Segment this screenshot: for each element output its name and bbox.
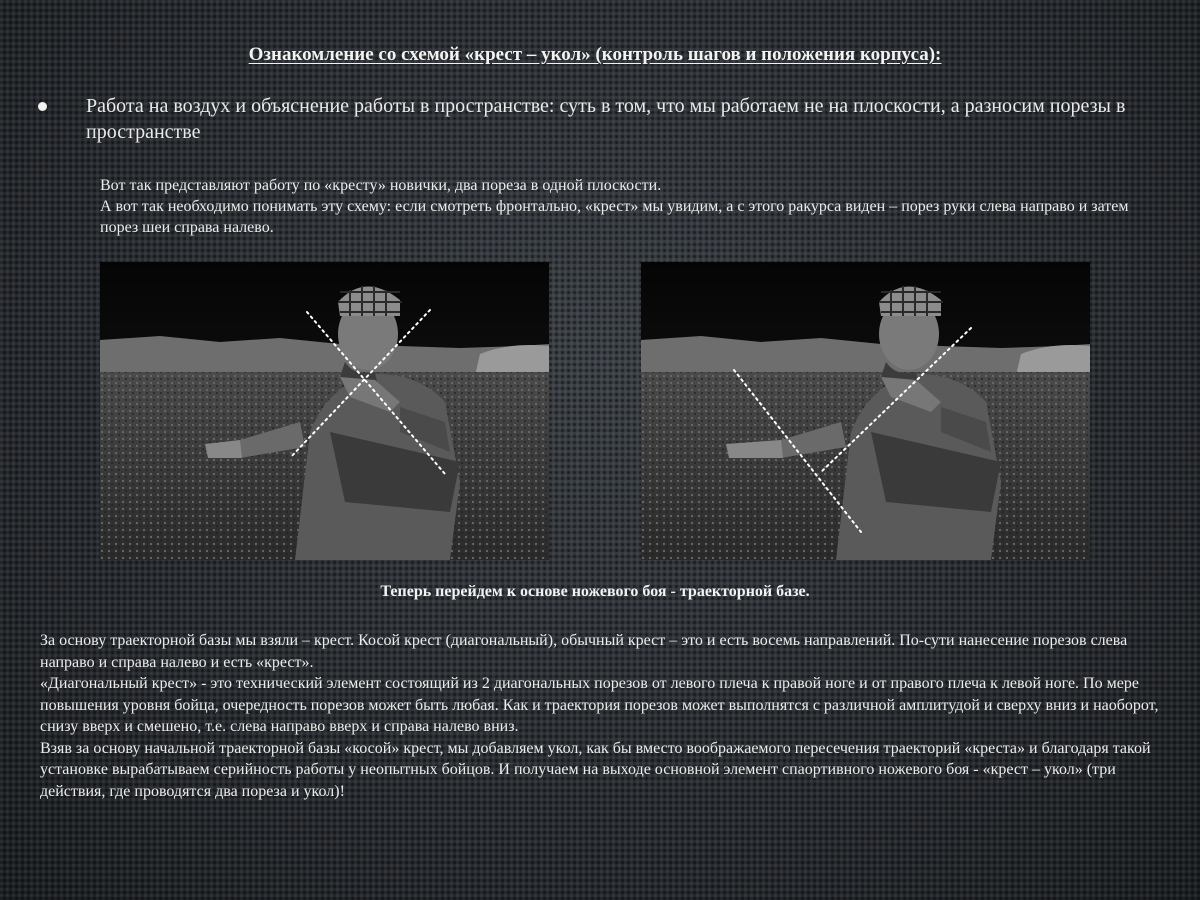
body-paragraph-1: За основу траекторной базы мы взяли – крест. Косой крест (диагональный), обычный крест – это и есть восемь направлений. По-сути нанесение порезов слева направо и справа налево и есть «крест».: [40, 632, 1128, 671]
intro-line-1: Вот так представляют работу по «кресту» новички, два пореза в одной плоскости.: [100, 177, 662, 194]
body-paragraph-2: «Диагональный крест» - это технический элемент состоящий из 2 диагональных порезов от левого плеча к правой ноге и от правого плеча к левой ноге. По мере повышения уровня бойца, очередность порезов может быть любая. Как и траектория порезов может выполнятся с различной амплитудой и сверху вниз и наоборот, снизу вверх и смешено, т.е. слева направо вверх и справа налево вниз.: [40, 675, 1159, 735]
page-title: Ознакомление со схемой «крест – укол» (контроль шагов и положения корпуса):: [248, 44, 942, 65]
photo-cross-flat-image: [100, 262, 549, 560]
intro-line-2: А вот так необходимо понимать эту схему: если смотреть фронтально, «крест» мы увидим, а с этого ракурса виден – порез руки слева направо и затем порез шеи справа налево.: [100, 198, 1129, 236]
body-paragraph-3: Взяв за основу начальной траекторной базы «косой» крест, мы добавляем укол, как бы вместо воображаемого пересечения траекторий «креста» и благодаря такой установке вырабатываем серийность работы у неопытных бойцов. И получаем на выходе основной элемент спаортивного ножевого боя - «крест – укол» (три действия, где проводятся два пореза и укол)!: [40, 739, 1151, 800]
section-subheading: Теперь перейдем к основе ножевого боя - траекторной базе.: [380, 583, 810, 600]
bullet-icon: [38, 102, 47, 111]
intro-text: [100, 175, 1140, 238]
bullet-text: Работа на воздух и объяснение работы в пространстве: суть в том, что мы работаем не на плоскости, а разносим порезы в пространстве: [86, 95, 1126, 143]
body-text: [40, 630, 1160, 802]
photo-cross-spatial-image: [641, 262, 1090, 560]
photo-cross-flat: [100, 262, 549, 560]
bullet-item: [38, 93, 1168, 145]
photo-cross-spatial: [641, 262, 1090, 560]
